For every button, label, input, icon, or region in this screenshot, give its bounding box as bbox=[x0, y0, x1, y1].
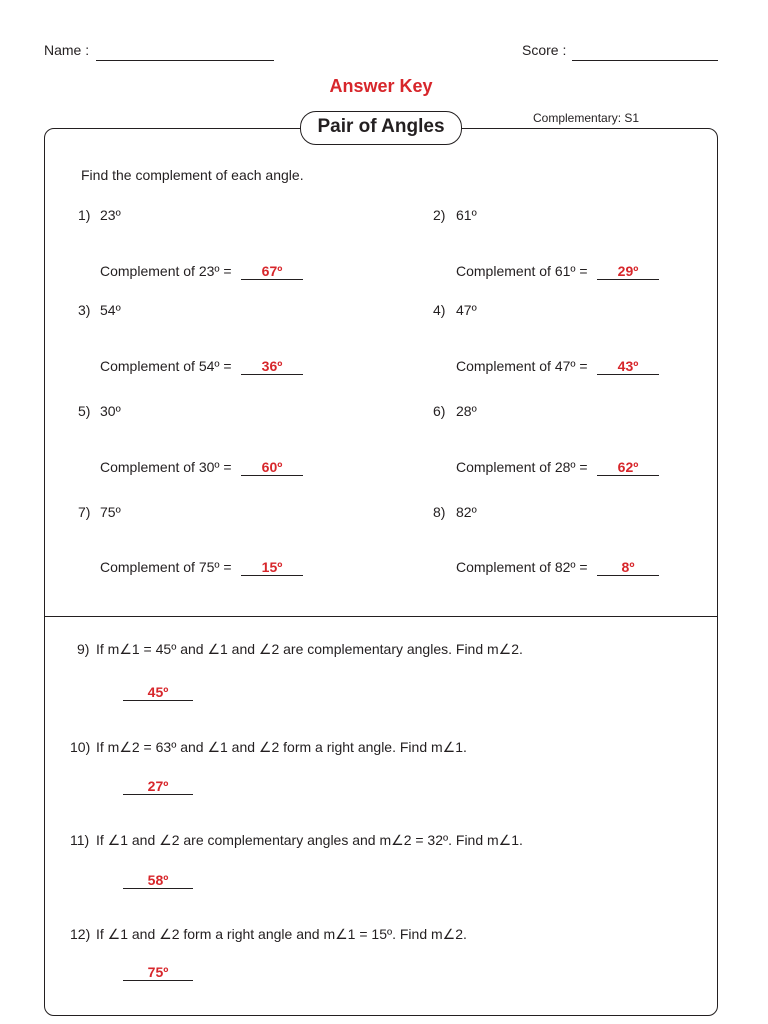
problem-prompt: Complement of 82º = bbox=[456, 559, 588, 575]
problem-angle: 61º bbox=[456, 207, 477, 223]
problem-text: If m∠2 = 63º and ∠1 and ∠2 form a right angle. Find m∠1. bbox=[96, 739, 467, 755]
problem-angle: 54º bbox=[100, 302, 121, 318]
answer-value: 29º bbox=[597, 263, 659, 280]
problem-prompt: Complement of 47º = bbox=[456, 358, 588, 374]
problem-angle: 75º bbox=[100, 504, 121, 520]
problem-angle: 28º bbox=[456, 403, 477, 419]
name-label: Name : bbox=[44, 42, 90, 58]
answer-value: 58º bbox=[123, 872, 193, 889]
answer-value: 43º bbox=[597, 358, 659, 375]
problem-number: 12) bbox=[70, 926, 91, 942]
sheet-tag: Complementary: S1 bbox=[533, 111, 640, 125]
answer-value: 8º bbox=[597, 559, 659, 576]
problem-number: 9) bbox=[77, 641, 90, 657]
answer-value: 45º bbox=[123, 684, 193, 701]
instruction: Find the complement of each angle. bbox=[81, 167, 304, 183]
problem-angle: 23º bbox=[100, 207, 121, 223]
answer-value: 15º bbox=[241, 559, 303, 576]
answer-value: 62º bbox=[597, 459, 659, 476]
section-divider bbox=[45, 616, 717, 617]
answer-value: 75º bbox=[123, 964, 193, 981]
problem-text: If ∠1 and ∠2 form a right angle and m∠1 = 15º. Find m∠2. bbox=[96, 926, 467, 942]
problem-number: 8) bbox=[433, 504, 446, 520]
problem-prompt: Complement of 23º = bbox=[100, 263, 232, 279]
answer-key-heading: Answer Key bbox=[329, 76, 433, 96]
problem-number: 6) bbox=[433, 403, 446, 419]
problem-number: 7) bbox=[78, 504, 91, 520]
answer-value: 60º bbox=[241, 459, 303, 476]
problem-prompt: Complement of 28º = bbox=[456, 459, 588, 475]
answer-value: 67º bbox=[241, 263, 303, 280]
problem-prompt: Complement of 30º = bbox=[100, 459, 232, 475]
problem-number: 11) bbox=[70, 832, 90, 848]
problem-prompt: Complement of 54º = bbox=[100, 358, 232, 374]
answer-value: 36º bbox=[241, 358, 303, 375]
problem-text: If m∠1 = 45º and ∠1 and ∠2 are complementary angles. Find m∠2. bbox=[96, 641, 523, 657]
problem-number: 1) bbox=[78, 207, 91, 223]
problem-angle: 47º bbox=[456, 302, 477, 318]
problem-number: 5) bbox=[78, 403, 91, 419]
problem-text: If ∠1 and ∠2 are complementary angles and m∠2 = 32º. Find m∠1. bbox=[96, 832, 523, 848]
problem-angle: 30º bbox=[100, 403, 121, 419]
score-field[interactable] bbox=[572, 60, 718, 61]
problem-number: 3) bbox=[78, 302, 91, 318]
answer-value: 27º bbox=[123, 778, 193, 795]
problem-prompt: Complement of 61º = bbox=[456, 263, 588, 279]
score-label: Score : bbox=[522, 42, 567, 58]
problem-number: 10) bbox=[70, 739, 91, 755]
problem-number: 2) bbox=[433, 207, 446, 223]
worksheet-title: Pair of Angles bbox=[300, 111, 462, 145]
problem-prompt: Complement of 75º = bbox=[100, 559, 232, 575]
name-field[interactable] bbox=[96, 60, 274, 61]
problem-angle: 82º bbox=[456, 504, 477, 520]
problem-number: 4) bbox=[433, 302, 446, 318]
